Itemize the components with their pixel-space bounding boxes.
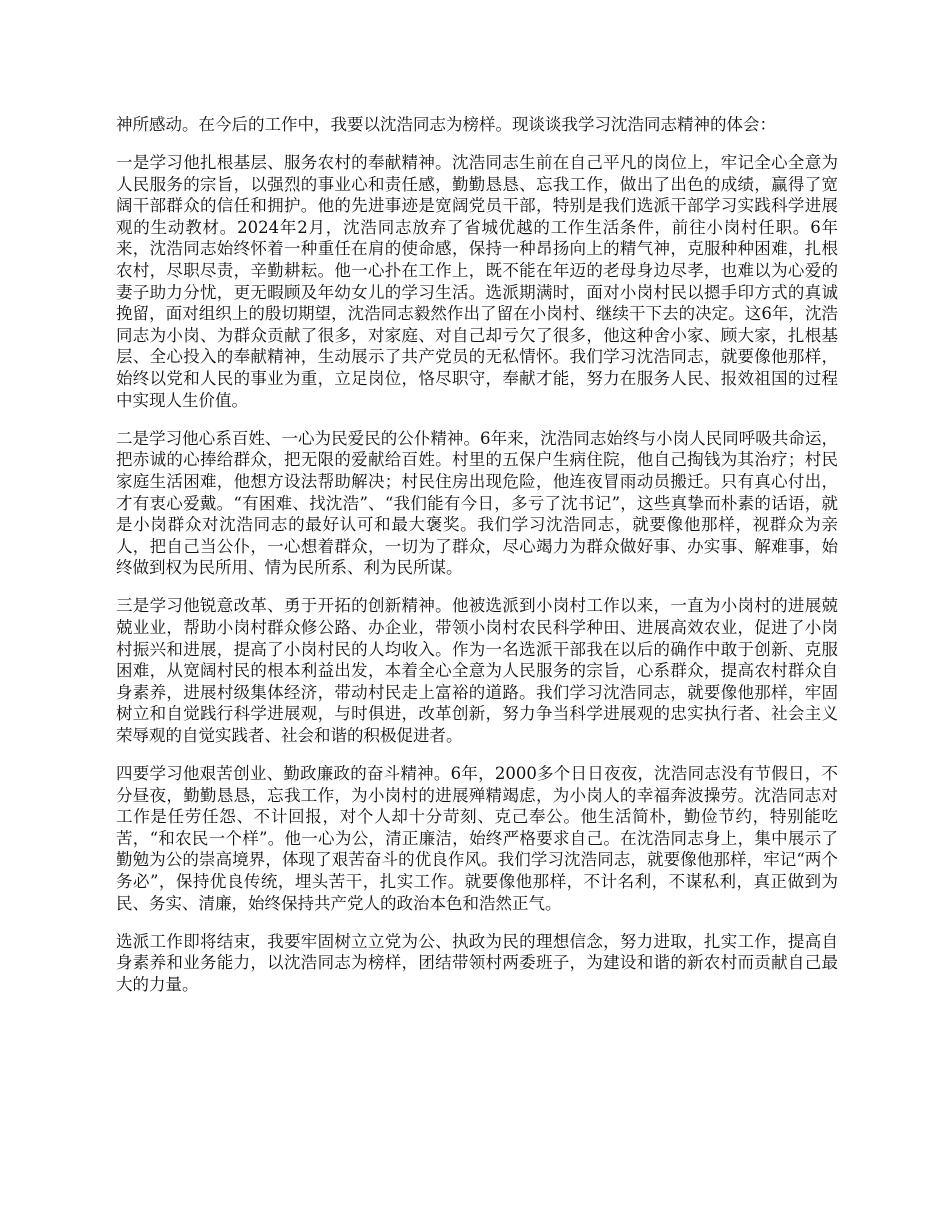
section-three-paragraph: 三是学习他锐意改革、勇于开拓的创新精神。他被选派到小岗村工作以来，一直为小岗村的进展兢兢业业，帮助小岗村群众修公路、办企业，带领小岗村农民科学种田、进展高效农业，促进了小岗村振兴和进展，提高了小岗村民的人均收入。作为一名选派干部我在以后的确作中敢于创新、克服困难，从宽阔村民的根本利益出发，本着全心全意为人民服务的宗旨，心系群众，提高农村群众自身素养，进展村级集体经济，带动村民走上富裕的道路。我们学习沈浩同志，就要像他那样，牢固树立和自觉践行科学进展观，与时俱进，改革创新，努力争当科学进展观的忠实执行者、社会主义荣辱观的自觉实践者、社会和谐的积极促进者。 [116,596,838,745]
conclusion-paragraph: 选派工作即将结束，我要牢固树立立党为公、执政为民的理想信念，努力进取，扎实工作，提高自身素养和业务能力，以沈浩同志为榜样，团结带领村两委班子，为建设和谐的新农村而贡献自己最大的力量。 [116,931,838,994]
section-one-paragraph: 一是学习他扎根基层、服务农村的奉献精神。沈浩同志生前在自己平凡的岗位上，牢记全心全意为人民服务的宗旨，以强烈的事业心和责任感，勤勤恳恳、忘我工作，做出了出色的成绩，赢得了宽阔干部群众的信任和拥护。他的先进事迹是宽阔党员干部，特别是我们选派干部学习实践科学进展观的生动教材。2024年2月，沈浩同志放弃了省城优越的工作生活条件，前往小岗村任职。6年来，沈浩同志始终怀着一种重任在肩的使命感，保持一种昂扬向上的精气神，克服种种困难，扎根农村，尽职尽责，辛勤耕耘。他一心扑在工作上，既不能在年迈的老母身边尽孝，也难以为心爱的妻子助力分忧，更无暇顾及年幼女儿的学习生活。选派期满时，面对小岗村民以摁手印方式的真诚挽留，面对组织上的殷切期望，沈浩同志毅然作出了留在小岗村、继续干下去的决定。这6年，沈浩同志为小岗、为群众贡献了很多，对家庭、对自己却亏欠了很多，他这种舍小家、顾大家，扎根基层、全心投入的奉献精神，生动展示了共产党员的无私情怀。我们学习沈浩同志，就要像他那样，始终以党和人民的事业为重，立足岗位，恪尽职守，奉献才能，努力在服务人民、报效祖国的过程中实现人生价值。 [116,153,838,410]
section-four-paragraph: 四要学习他艰苦创业、勤政廉政的奋斗精神。6年，2000多个日日夜夜，沈浩同志没有节假日，不分昼夜，勤勤恳恳，忘我工作，为小岗村的进展殚精竭虑，为小岗人的幸福奔波操劳。沈浩同志对工作是任劳任怨、不计回报，对个人却十分苛刻、克己奉公。他生活简朴，勤俭节约，特别能吃苦，“和农民一个样”。他一心为公，清正廉洁，始终严格要求自己。在沈浩同志身上，集中展示了勤勉为公的崇高境界，体现了艰苦奋斗的优良作风。我们学习沈浩同志，就要像他那样，牢记“两个务必”，保持优良传统，埋头苦干，扎实工作。就要像他那样，不计名利，不谋私利，真正做到为民、务实、清廉，始终保持共产党人的政治本色和浩然正气。 [116,764,838,913]
section-two-paragraph: 二是学习他心系百姓、一心为民爱民的公仆精神。6年来，沈浩同志始终与小岗人民同呼吸共命运，把赤诚的心捧给群众，把无限的爱献给百姓。村里的五保户生病住院，他自己掏钱为其治疗；村民家庭生活困难，他想方设法帮助解决；村民住房出现危险，他连夜冒雨动员搬迁。只有真心付出，才有衷心爱戴。“有困难、找沈浩”、“我们能有今日，多亏了沈书记”，这些真挚而朴素的话语，就是小岗群众对沈浩同志的最好认可和最大褒奖。我们学习沈浩同志，就要像他那样，视群众为亲人，把自己当公仆，一心想着群众，一切为了群众，尽心竭力为群众做好事、办实事、解难事，始终做到权为民所用、情为民所系、利为民所谋。 [116,428,838,578]
intro-paragraph: 神所感动。在今后的工作中，我要以沈浩同志为榜样。现谈谈我学习沈浩同志精神的体会： [116,115,776,134]
document-page [116,114,838,1012]
